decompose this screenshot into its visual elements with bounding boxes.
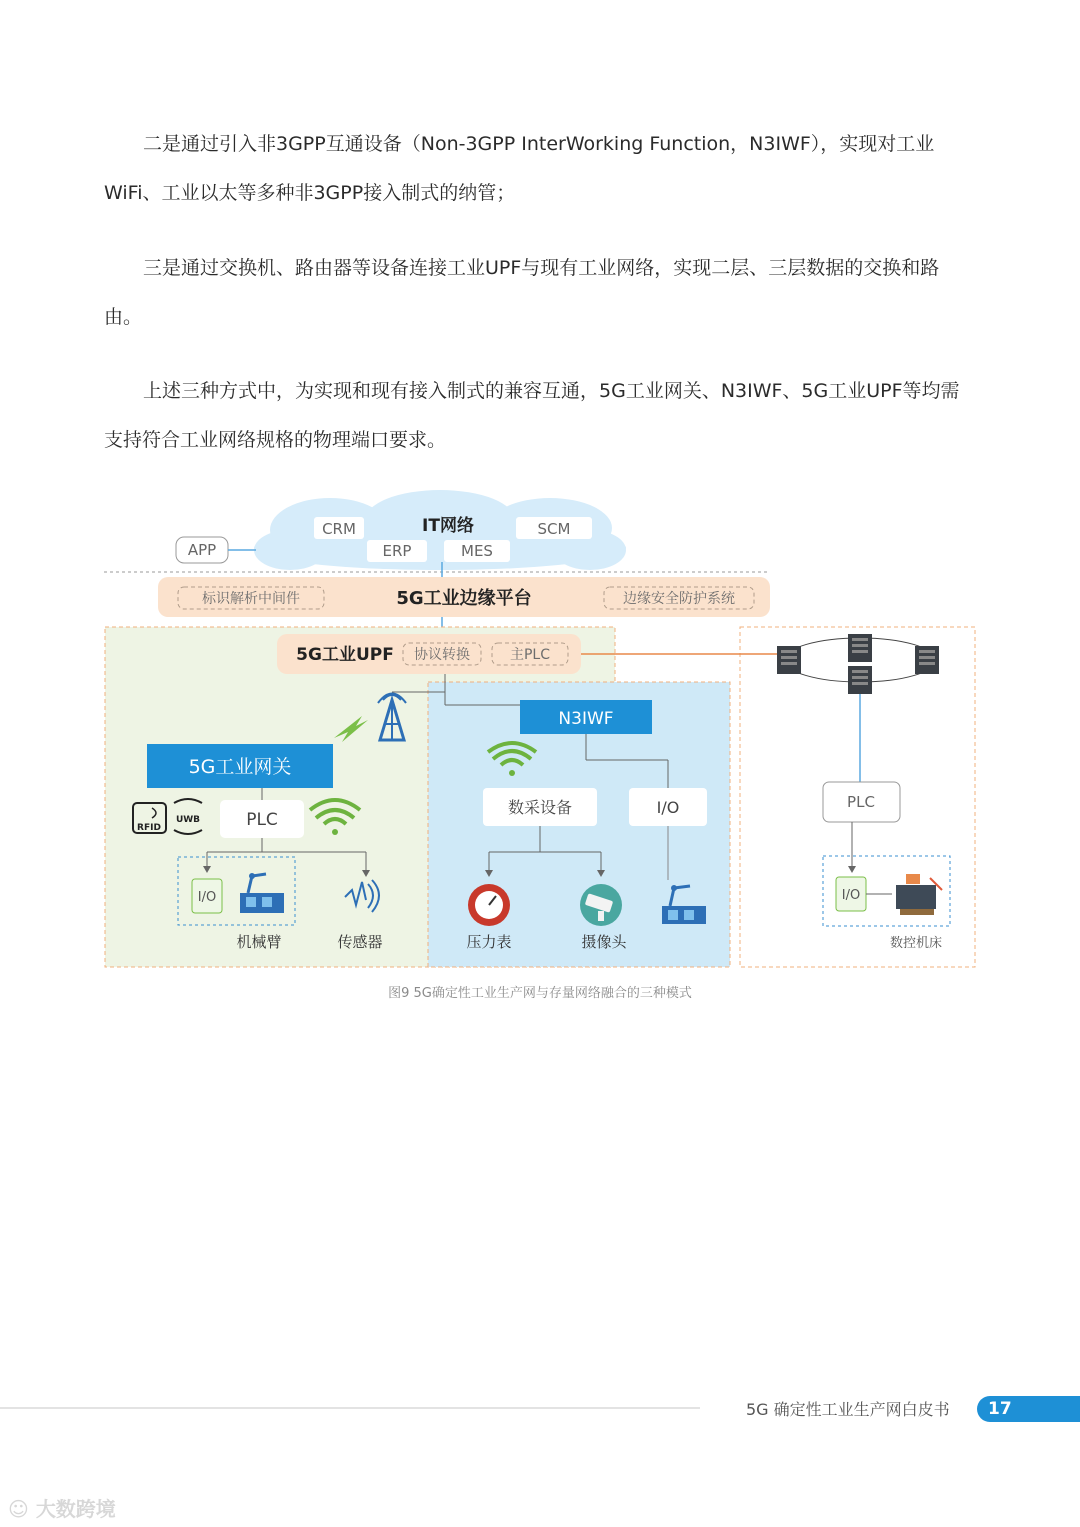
switch-icon-right bbox=[915, 646, 939, 674]
figure-caption: 图9 5G确定性工业生产网与存量网络融合的三种模式 bbox=[388, 986, 692, 1001]
io-left-label: I/O bbox=[197, 890, 217, 905]
plc-right-label: PLC bbox=[847, 793, 875, 811]
app-label: APP bbox=[187, 541, 217, 559]
svg-text:RFID: RFID bbox=[137, 823, 161, 833]
upf-title: 5G工业UPF bbox=[296, 645, 394, 665]
cloud-item-mes: MES bbox=[461, 542, 493, 560]
n3iwf-label: N3IWF bbox=[558, 709, 614, 729]
cloud-title: IT网络 bbox=[422, 516, 474, 536]
gateway-label: 5G工业网关 bbox=[188, 756, 292, 778]
paragraph-3-text: 上述三种方式中，为实现和现有接入制式的兼容互通，5G工业网关、N3IWF、5G工业UPF等均需支持符合工业网络规格的物理端口要求。 bbox=[104, 380, 960, 451]
watermark bbox=[8, 1493, 116, 1522]
robot-arm-label: 机械臂 bbox=[236, 933, 282, 951]
io-right-label: I/O bbox=[841, 888, 861, 903]
data-device-label: 数采设备 bbox=[507, 798, 573, 817]
switch-icon-top bbox=[848, 634, 872, 662]
io-mid-label: I/O bbox=[656, 798, 680, 817]
cloud-item-erp: ERP bbox=[382, 542, 412, 560]
watermark-logo-icon: ☺ bbox=[8, 1497, 36, 1521]
edge-platform-left-item: 标识解析中间件 bbox=[202, 591, 300, 607]
svg-text:UWB: UWB bbox=[175, 815, 201, 825]
cloud-item-crm: CRM bbox=[322, 520, 356, 538]
edge-platform-title: 5G工业边缘平台 bbox=[396, 588, 532, 609]
paragraph-1-text: 二是通过引入非3GPP互通设备（Non-3GPP InterWorking Function，N3IWF），实现对工业WiFi、工业以太等多种非3GPP接入制式的纳管； bbox=[104, 133, 935, 204]
plc-left-label: PLC bbox=[246, 810, 278, 830]
page-number: 17 bbox=[977, 1396, 1080, 1422]
footer-title: 5G 确定性工业生产网白皮书 bbox=[746, 1400, 950, 1419]
edge-platform-right-item: 边缘安全防护系统 bbox=[623, 591, 735, 607]
watermark-text: 大数跨境 bbox=[35, 1497, 116, 1521]
upf-item-master-plc: 主PLC bbox=[509, 647, 551, 663]
switch-icon-left bbox=[777, 646, 801, 674]
switch-icon-bottom bbox=[848, 666, 872, 694]
cloud-item-scm: SCM bbox=[537, 520, 571, 538]
camera-icon bbox=[580, 884, 622, 926]
footer-divider bbox=[0, 1407, 700, 1409]
upf-item-protocol: 协议转换 bbox=[414, 647, 470, 663]
cnc-label: 数控机床 bbox=[889, 936, 943, 951]
it-network-cloud bbox=[254, 490, 626, 570]
camera-label: 摄像头 bbox=[581, 933, 627, 951]
pressure-label: 压力表 bbox=[466, 933, 512, 951]
pressure-gauge-icon bbox=[468, 884, 510, 926]
paragraph-2-text: 三是通过交换机、路由器等设备连接工业UPF与现有工业网络，实现二层、三层数据的交换和路由。 bbox=[104, 257, 940, 328]
sensor-label: 传感器 bbox=[337, 933, 383, 951]
